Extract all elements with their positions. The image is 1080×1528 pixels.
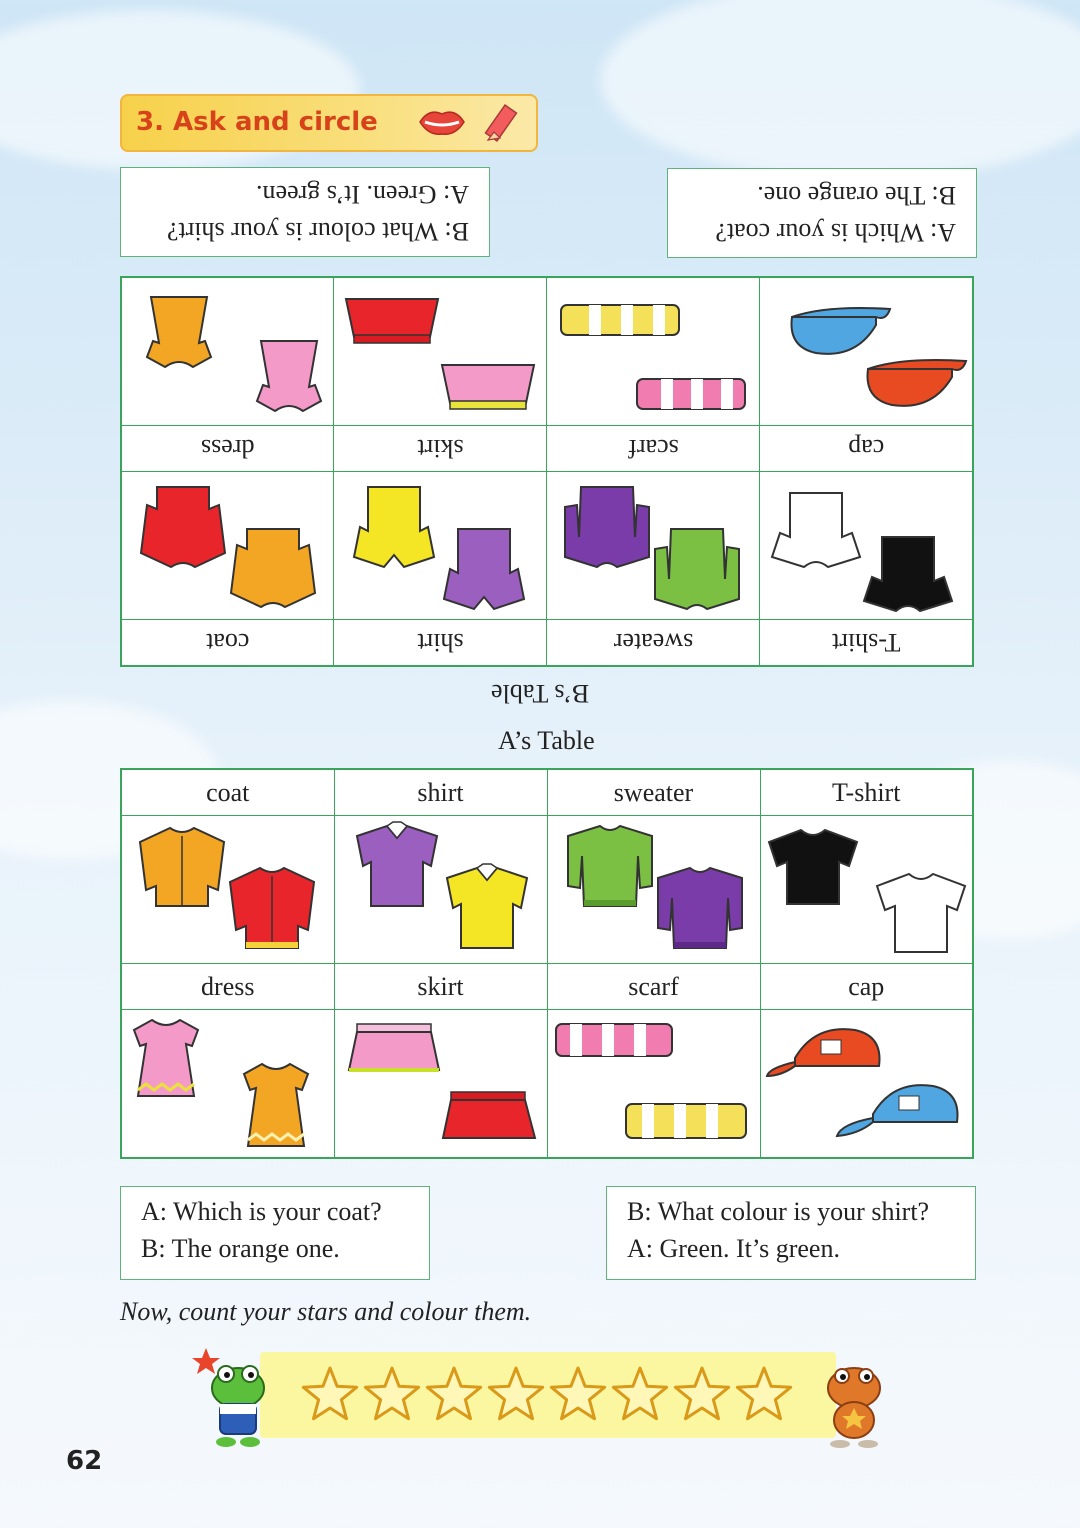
table-label: shirt	[334, 769, 547, 816]
scarf-picture-cell[interactable]	[547, 277, 760, 426]
table-label: dress	[121, 964, 334, 1010]
star-row	[300, 1362, 800, 1428]
frog-character-icon	[190, 1346, 282, 1454]
dialog-line: A: Green. It’s green.	[256, 180, 469, 209]
dialog-line: B: The orange one.	[757, 181, 956, 210]
dialog-line: A: Which is your coat?	[715, 218, 956, 247]
coat-picture-cell[interactable]	[121, 472, 334, 620]
section-title: 3. Ask and circle	[136, 107, 378, 137]
dialog-line: B: What colour is your shirt?	[166, 217, 469, 246]
table-label: scarf	[547, 426, 760, 472]
table-label: coat	[121, 620, 334, 667]
cap-picture-cell[interactable]	[760, 1010, 973, 1159]
shirt-picture-cell[interactable]	[334, 472, 547, 620]
a-dialog-shirt	[606, 1186, 976, 1280]
a-table	[120, 768, 974, 1159]
a-dialog-coat	[120, 1186, 430, 1280]
dialog-line: B: What colour is your shirt?	[627, 1197, 930, 1226]
scarf-picture-cell[interactable]	[547, 1010, 760, 1159]
shirt-icon	[334, 472, 547, 619]
tshirt-icon	[759, 472, 972, 619]
dress-icon	[121, 278, 334, 425]
shirt-icon	[335, 816, 548, 963]
table-label: dress	[121, 426, 334, 472]
skirt-icon	[335, 1010, 548, 1157]
table-label: shirt	[334, 620, 547, 667]
dialog-line: B: The orange one.	[141, 1234, 340, 1263]
scarf-icon	[548, 1010, 761, 1157]
table-label: skirt	[334, 964, 547, 1010]
dialog-line: A: Green. It’s green.	[627, 1234, 840, 1263]
lips-icon	[417, 104, 467, 140]
table-label: sweater	[547, 620, 760, 667]
instruction-text: Now, count your stars and colour them.	[120, 1297, 532, 1326]
tshirt-picture-cell[interactable]	[760, 472, 973, 620]
cap-icon	[761, 1010, 974, 1157]
scarf-icon	[547, 278, 760, 425]
coat-icon	[121, 472, 334, 619]
dress-picture-cell[interactable]	[121, 277, 334, 426]
table-label: T-shirt	[760, 620, 973, 667]
b-table-caption: B’s Table	[491, 679, 590, 708]
star-outline-icon[interactable]	[613, 1368, 666, 1419]
dress-icon	[122, 1010, 335, 1157]
coat-picture-cell[interactable]	[121, 816, 334, 964]
coat-icon	[122, 816, 335, 963]
star-outline-icon[interactable]	[737, 1368, 790, 1419]
star-outline-icon[interactable]	[675, 1368, 728, 1419]
section-header	[120, 94, 538, 152]
skirt-picture-cell[interactable]	[334, 1010, 547, 1159]
table-label: cap	[760, 426, 973, 472]
shirt-picture-cell[interactable]	[334, 816, 547, 964]
b-dialog-shirt	[120, 167, 490, 257]
dialog-line: A: Which is your coat?	[141, 1197, 382, 1226]
table-label: coat	[121, 769, 334, 816]
sweater-icon	[548, 816, 761, 963]
table-label: skirt	[334, 426, 547, 472]
b-dialog-coat	[667, 168, 977, 258]
table-label: sweater	[547, 769, 760, 816]
star-outline-icon[interactable]	[551, 1368, 604, 1419]
cap-picture-cell[interactable]	[760, 277, 973, 426]
table-label: scarf	[547, 964, 760, 1010]
table-label: T-shirt	[760, 769, 973, 816]
a-table-caption: A’s Table	[498, 726, 595, 755]
skirt-icon	[334, 278, 547, 425]
tshirt-picture-cell[interactable]	[760, 816, 973, 964]
star-outline-icon[interactable]	[427, 1368, 480, 1419]
toad-character-icon	[816, 1358, 892, 1454]
page-number: 62	[66, 1446, 103, 1476]
b-table	[120, 276, 974, 667]
dress-picture-cell[interactable]	[121, 1010, 334, 1159]
sweater-picture-cell[interactable]	[547, 472, 760, 620]
star-outline-icon[interactable]	[303, 1368, 356, 1419]
cloud-decoration	[600, 0, 1080, 180]
sweater-picture-cell[interactable]	[547, 816, 760, 964]
pencil-icon	[480, 96, 530, 150]
sweater-icon	[547, 472, 760, 619]
cap-icon	[759, 278, 972, 425]
tshirt-icon	[761, 816, 974, 963]
skirt-picture-cell[interactable]	[334, 277, 547, 426]
star-outline-icon[interactable]	[365, 1368, 418, 1419]
star-outline-icon[interactable]	[489, 1368, 542, 1419]
table-label: cap	[760, 964, 973, 1010]
